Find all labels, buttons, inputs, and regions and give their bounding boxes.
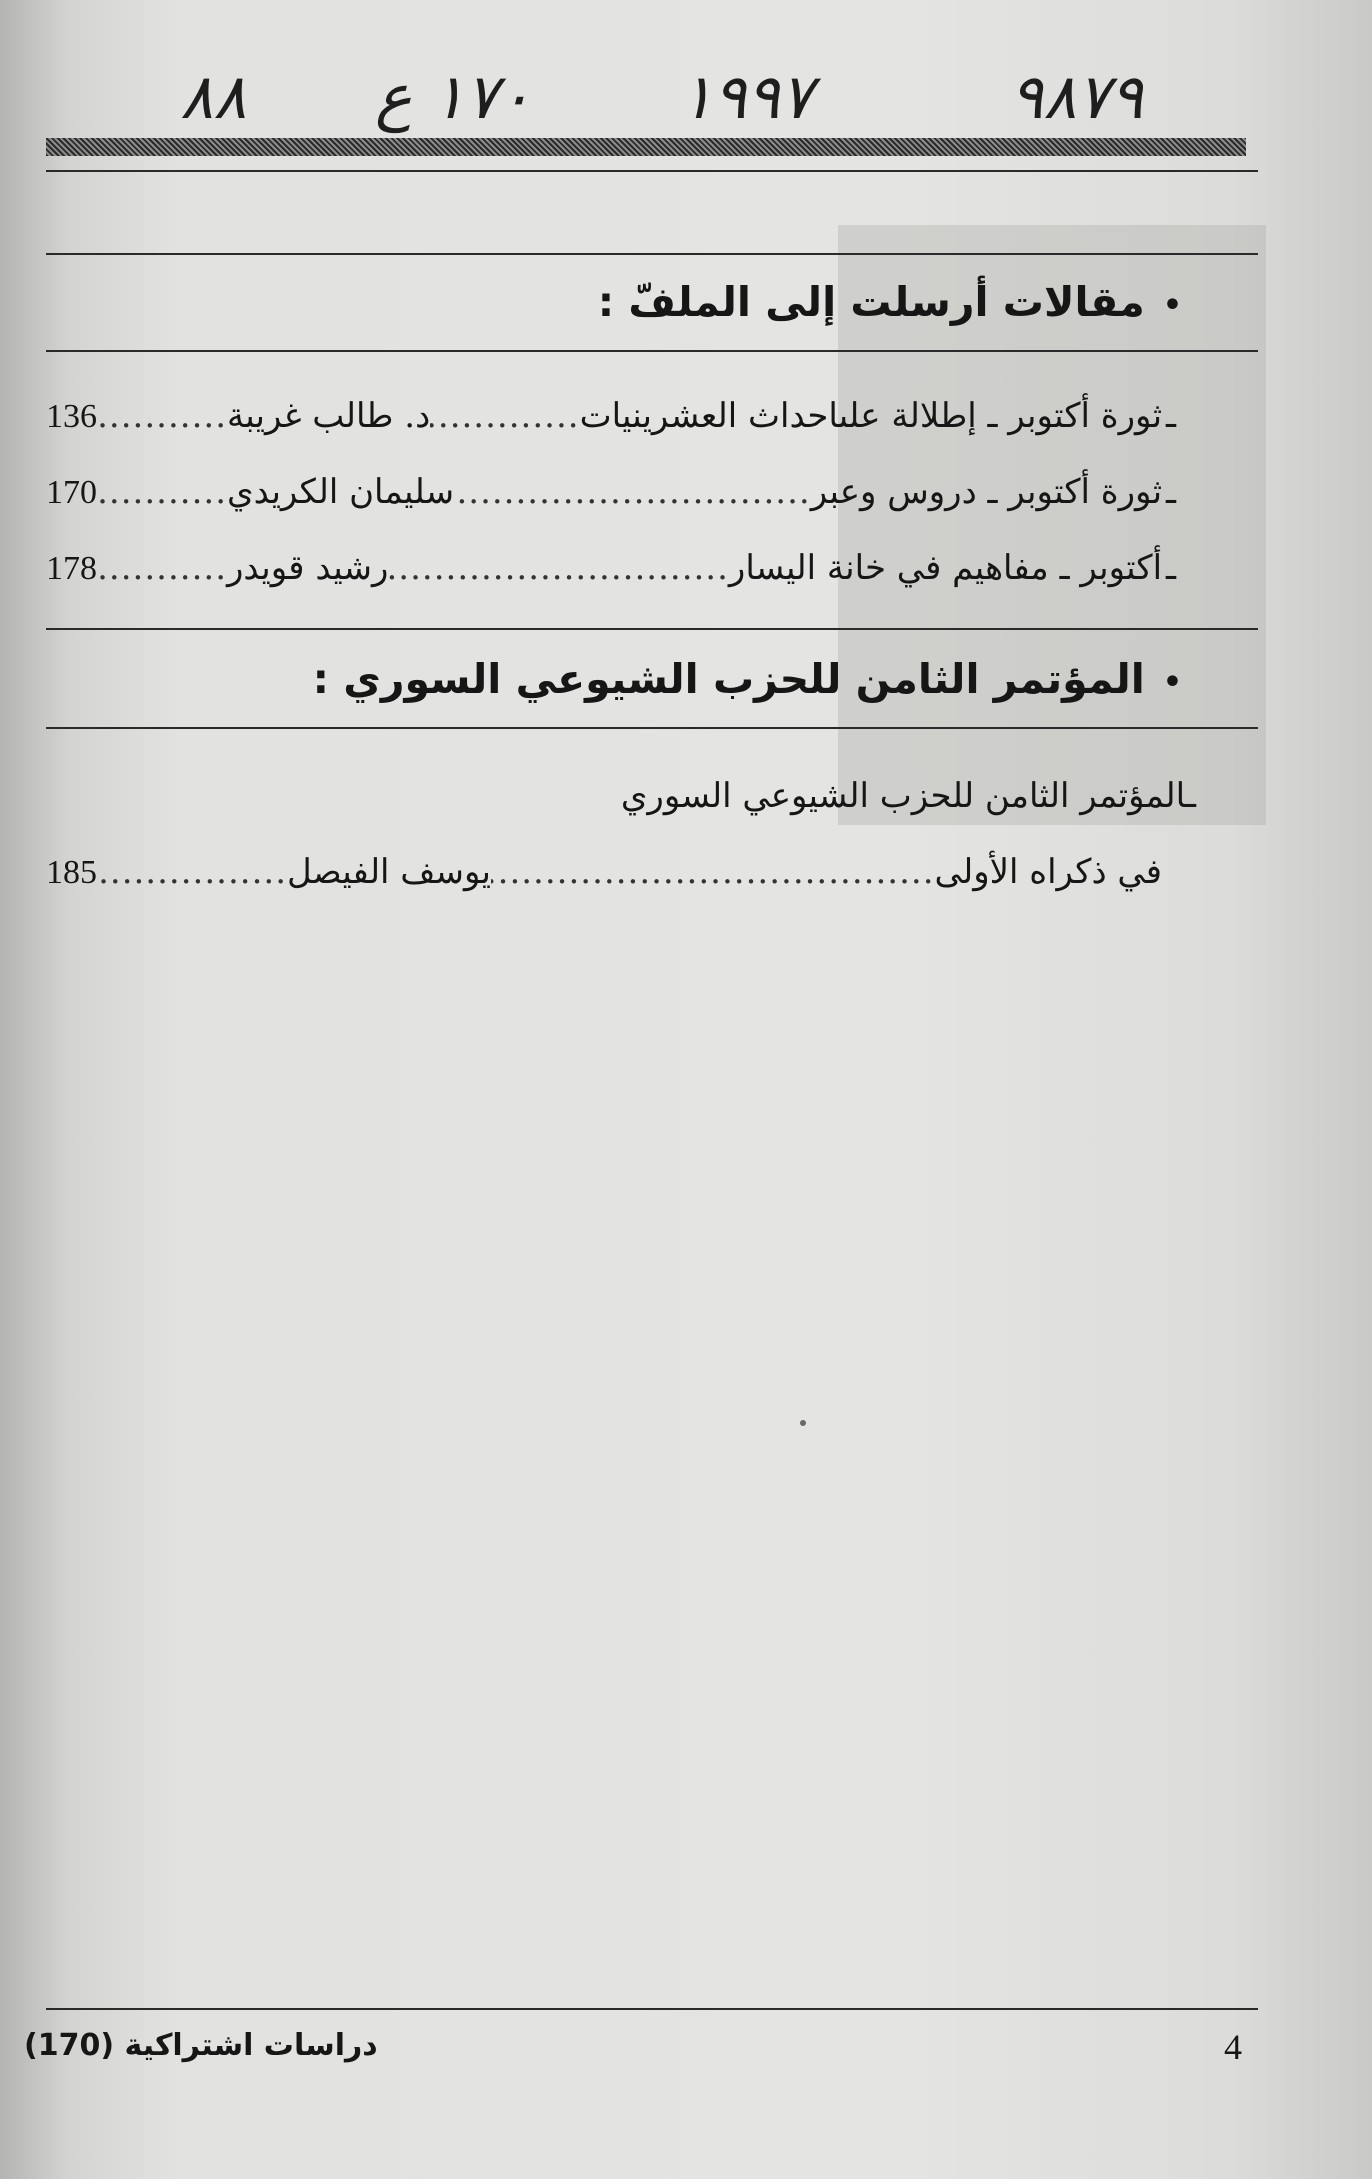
toc-entry (46, 852, 1176, 902)
toc-entry (46, 548, 1176, 598)
section-rule-bottom (46, 727, 1258, 729)
entry-title-continued: في ذكراه الأولى (934, 852, 1163, 892)
leader-dots (388, 548, 729, 588)
leader-dots (454, 472, 811, 512)
section-heading (598, 278, 1182, 326)
toc-entry-line1 (621, 776, 1196, 816)
handwritten-header (0, 50, 1372, 140)
entry-author: سليمان الكريدي (227, 472, 455, 512)
leader-dots (430, 396, 579, 436)
entry-dash: ـ (1166, 396, 1176, 436)
entry-page-number: 185 (46, 854, 97, 891)
entry-author: د. طالب غريبة (227, 396, 431, 436)
section-rule-bottom (46, 350, 1258, 352)
entry-page-number: 170 (46, 474, 97, 511)
show-through-text (60, 880, 1260, 1930)
ink-smudge (800, 1420, 806, 1426)
entry-dash: ـ (1186, 776, 1196, 816)
leader-dots (97, 472, 227, 512)
leader-dots (97, 852, 287, 892)
leader-dots (97, 548, 227, 588)
handwritten-note-3: ١٧٠ ع (375, 60, 532, 133)
footer-journal-title: دراسات اشتراكية (170) (24, 2028, 378, 2063)
handwritten-note-4: ٨٨ (180, 60, 247, 133)
footer-rule (46, 2008, 1258, 2010)
leader-dots (97, 396, 227, 436)
leader-dots (491, 852, 934, 892)
section-rule-top (46, 253, 1258, 255)
header-rule (46, 170, 1258, 172)
entry-title: المؤتمر الثامن للحزب الشيوعي السوري (620, 776, 1187, 816)
entry-page-number: 178 (46, 550, 97, 587)
entry-dash: ـ (1166, 472, 1176, 512)
handwritten-note-1: ٩٨٧٩ (1010, 60, 1144, 133)
entry-title: ثورة أكتوبر ـ إطلالة علىاحداث العشرينيات (579, 396, 1163, 436)
entry-title: ثورة أكتوبر ـ دروس وعبر (810, 472, 1163, 512)
entry-title: أكتوبر ـ مفاهيم في خانة اليسار (728, 548, 1163, 588)
bullet-icon: • (1162, 287, 1182, 323)
toc-entry (46, 396, 1176, 446)
footer-page-number: 4 (1224, 2027, 1242, 2067)
entry-author: يوسف الفيصل (287, 852, 492, 892)
entry-author: رشيد قويدر (227, 548, 389, 588)
entry-dash: ـ (1166, 548, 1176, 588)
header-hatched-bar (46, 138, 1246, 156)
entry-page-number: 136 (46, 398, 97, 435)
section-heading-text: مقالات أرسلت إلى الملفّ : (597, 278, 1145, 326)
toc-entry (46, 472, 1176, 522)
handwritten-note-2: ١٩٩٧ (680, 60, 814, 133)
section-heading-text: المؤتمر الثامن للحزب الشيوعي السوري : (312, 655, 1145, 703)
section-rule-top (46, 628, 1258, 630)
bullet-icon: • (1162, 664, 1182, 700)
section-heading (313, 655, 1182, 703)
